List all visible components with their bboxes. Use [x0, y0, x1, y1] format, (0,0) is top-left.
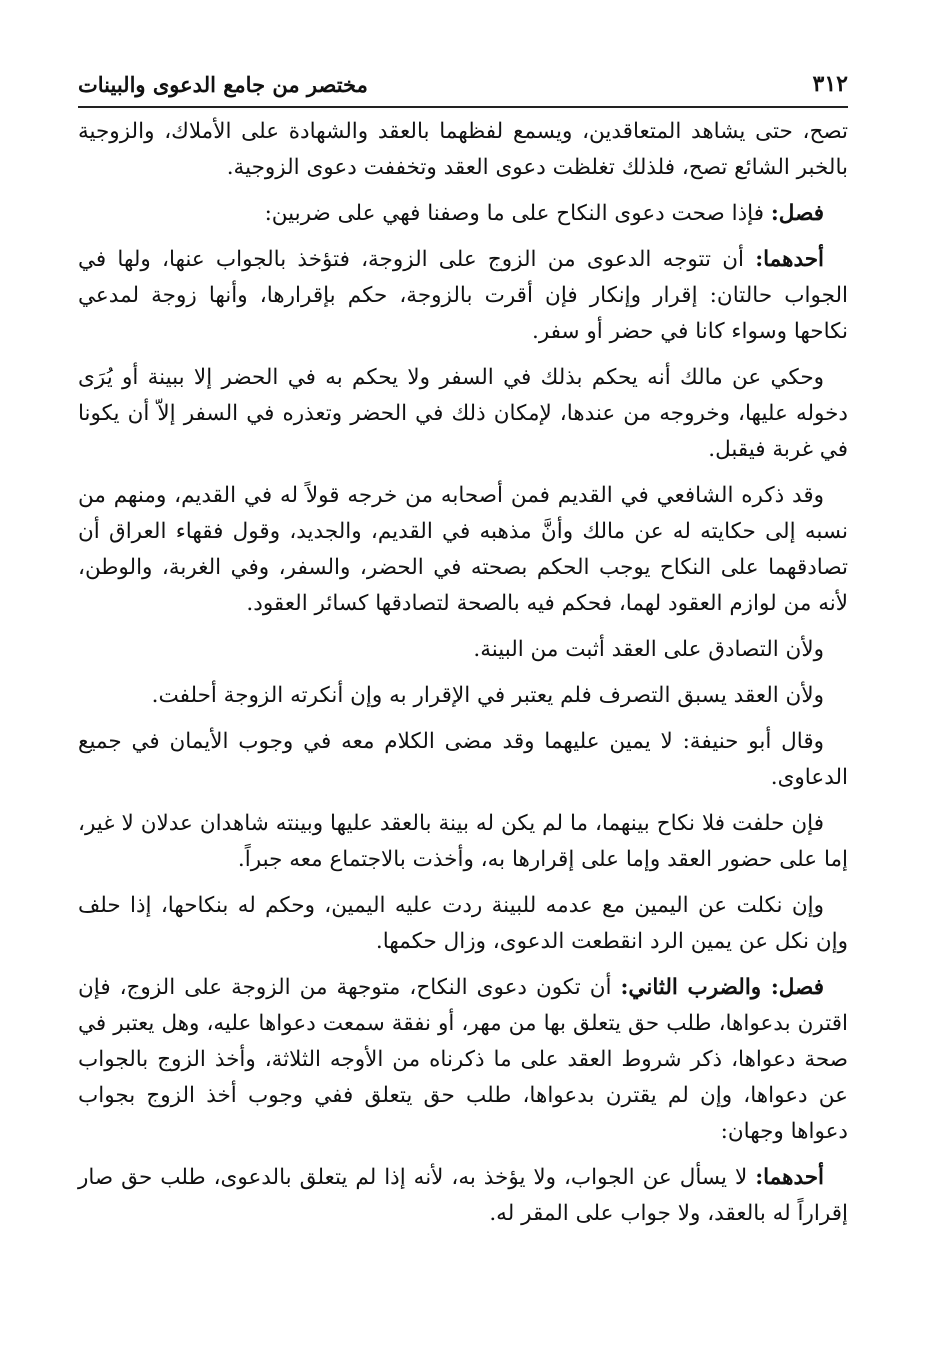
page-header	[78, 62, 848, 108]
paragraph-text: فإذا صحت دعوى النكاح على ما وصفنا فهي على ضربين:	[264, 201, 771, 226]
paragraph	[78, 724, 848, 796]
section-heading-paragraph	[78, 196, 848, 232]
paragraph-text: أن تتوجه الدعوى من الزوج على الزوجة، فتؤخذ بالجواب عنها، ولها في الجواب حالتان: إقرار وإنكار فإن أقرت بالزوجة، حكم بإقرارها، وأنها زوجة لمدعي نكاحها وسواء كانا في حضر أو سفر.	[78, 247, 848, 344]
book-page	[78, 62, 848, 1242]
paragraph-lead: فصل: والضرب الثاني:	[620, 975, 824, 1000]
paragraph	[78, 1160, 848, 1232]
paragraph-text: لا يسأل عن الجواب، ولا يؤخذ به، لأنه إذا لم يتعلق بالدعوى، طلب حق صار إقراراً له بالعقد، ولا جواب على المقر له.	[78, 1165, 848, 1226]
running-title: مختصر من جامع الدعوى والبينات	[78, 71, 368, 97]
paragraph-text: تصح، حتى يشاهد المتعاقدين، ويسمع لفظهما بالعقد والشهادة على الأملاك، والزوجية بالخبر الشائع تصح، فلذلك تغلظت دعوى العقد وتخففت دعوى الزوجية.	[78, 119, 848, 180]
paragraph-text: وقال أبو حنيفة: لا يمين عليهما وقد مضى الكلام معه في وجوب الأيمان في جميع الدعاوى.	[78, 729, 848, 790]
paragraph-text: أن تكون دعوى النكاح، متوجهة من الزوجة على الزوج، فإن اقترن بدعواها، طلب حق يتعلق بها من مهر، أو نفقة سمعت دعواها عليه، وهل يعتبر في صحة دعواها، ذكر شروط العقد على ما ذكرناه من الأوجه الثلاثة، وأخذ الزوج بالجواب عن دعواها، وإن لم يقترن بدعواها، طلب حق يتعلق ففي وجوب أخذ الزوج بجواب دعواها وجهان:	[78, 975, 848, 1144]
paragraph-text: وحكي عن مالك أنه يحكم بذلك في السفر ولا يحكم به في الحضر إلا ببينة أو يُرَى دخوله عليها، وخروجه من عندها، لإمكان ذلك في الحضر وتعذره في السفر إلاّ أن يكونا في غربة فيقبل.	[78, 365, 848, 462]
paragraph-lead: أحدهما:	[755, 1165, 824, 1190]
header-rule	[368, 83, 813, 85]
paragraph	[78, 478, 848, 622]
section-heading-paragraph	[78, 970, 848, 1150]
paragraph	[78, 632, 848, 668]
paragraph-text: ولأن التصادق على العقد أثبت من البينة.	[473, 637, 824, 662]
paragraph	[78, 242, 848, 350]
page-number: ٣١٢	[812, 71, 848, 97]
paragraph	[78, 806, 848, 878]
paragraph	[78, 114, 848, 186]
paragraph-lead: أحدهما:	[755, 247, 824, 272]
paragraph-text: ولأن العقد يسبق التصرف فلم يعتبر في الإقرار به وإن أنكرته الزوجة أحلفت.	[151, 683, 824, 708]
paragraph-text: وقد ذكره الشافعي في القديم فمن أصحابه من خرجه قولاً له في القديم، ومنهم من نسبه إلى حكايته له عن مالك وأنَّ مذهبه في القديم، والجديد، وقول فقهاء العراق أن تصادقهما على النكاح يوجب الحكم بصحته في الحضر، والسفر، وفي الغربة، والوطن، لأنه من لوازم العقود لهما، فحكم فيه بالصحة لتصادقها كسائر العقود.	[78, 483, 848, 616]
paragraph-text: فإن حلفت فلا نكاح بينهما، ما لم يكن له بينة بالعقد عليها وبينته شاهدان عدلان لا غير، إما على حضور العقد وإما على إقرارها به، وأخذت بالاجتماع معه جبراً.	[78, 811, 848, 872]
paragraph	[78, 678, 848, 714]
paragraph-lead: فصل:	[770, 201, 824, 226]
paragraph-text: وإن نكلت عن اليمين مع عدمه للبينة ردت عليه اليمين، وحكم له بنكاحها، إذا حلف وإن نكل عن يمين الرد انقطعت الدعوى، وزال حكمها.	[78, 893, 848, 954]
paragraph	[78, 360, 848, 468]
paragraph	[78, 888, 848, 960]
